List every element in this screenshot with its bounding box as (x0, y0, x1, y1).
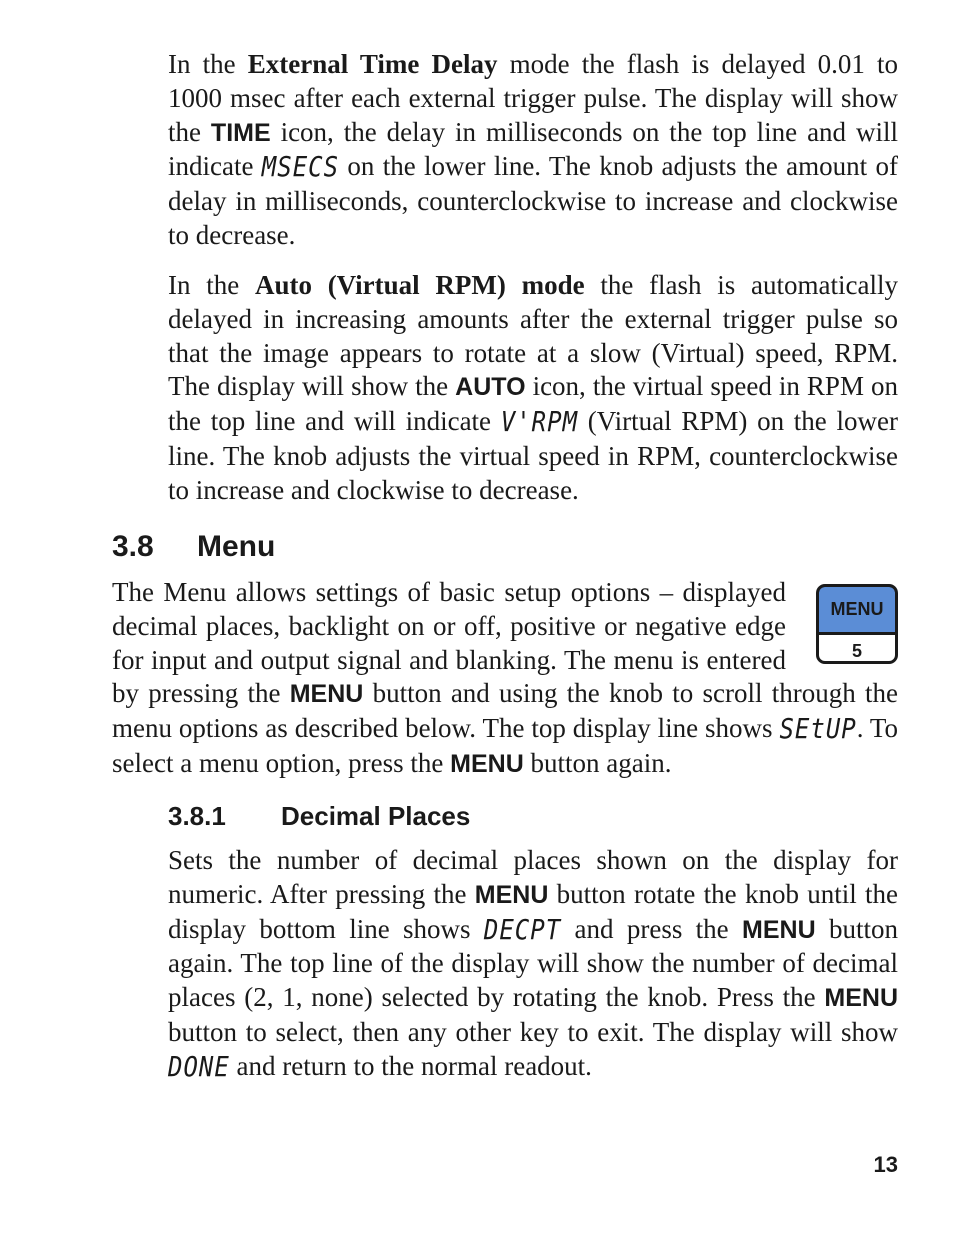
text: icon, the delay in milliseconds on the top line and will indicate (168, 116, 898, 182)
text: and return to the normal readout. (229, 1050, 592, 1081)
text: button to select, then any other key to exit. The display will show (168, 1016, 898, 1047)
paragraph-auto-mode (168, 269, 898, 508)
text: on the lower line. The knob adjusts the amount of delay in milliseconds, counterclockwise to increase and clockwise to decrease. (168, 151, 898, 250)
paragraph-menu (112, 576, 898, 782)
subsection-heading (168, 801, 470, 832)
text: button again. (523, 747, 672, 778)
text: the flash is automatically delayed in increasing amounts after the external trigger pulse so that the image appears to rotate at a slow (Virtual) speed, RPM. The display will show the (168, 270, 898, 402)
key-menu: MENU (474, 880, 549, 909)
text: mode the flash is delayed 0.01 to 1000 msec after each external trigger pulse. The display will show the (168, 49, 899, 147)
key-menu: MENU (742, 915, 816, 944)
lcd-done: DONE (168, 1050, 230, 1083)
text: icon, the virtual speed in RPM on the top line and will indicate (168, 371, 898, 437)
lcd-vrpm: V'RPM (500, 405, 579, 439)
key-auto: AUTO (455, 373, 526, 402)
lcd-setup: SEtUP (779, 712, 857, 746)
section-title: Menu (197, 530, 276, 563)
menu-button-number: 5 (819, 635, 895, 664)
text: In the (168, 270, 255, 300)
text: In the (168, 49, 248, 79)
text: (Virtual RPM) on the lower line. The knob adjusts the virtual speed in RPM, counterclockwise to increase and clockwise to decrease. (168, 406, 898, 505)
key-time: TIME (210, 118, 271, 147)
text: button rotate the knob until the display bottom line shows (168, 878, 898, 944)
paragraph-decimal-places (168, 844, 898, 1085)
key-menu: MENU (289, 680, 364, 709)
lcd-msecs: MSECS (261, 151, 340, 184)
term-external-time-delay: External Time Delay (247, 49, 498, 79)
key-menu: MENU (824, 984, 898, 1013)
section-number: 3.8 (112, 530, 154, 563)
subsection-title: Decimal Places (281, 801, 471, 831)
text: and press the (561, 913, 743, 944)
key-menu: MENU (450, 749, 524, 778)
section-heading (112, 530, 275, 564)
text: The Menu allows settings of basic setup options – displayed decimal places, backlight on or off, positive or negative edge for input and output signal and blanking. The menu is entered by pressing the (112, 577, 786, 709)
term-auto-mode: Auto (Virtual RPM) mode (254, 270, 585, 300)
text: button and using the knob to scroll through the menu options as described below. The top display line shows (112, 678, 898, 744)
page-number: 13 (873, 1152, 898, 1177)
text: button again. The top line of the display will show the number of decimal places (2, 1, none) selected by rotating the knob. Press the (168, 913, 898, 1013)
text: Sets the number of decimal places shown on the display for numeric. After pressing the (168, 845, 898, 909)
paragraph-external-time-delay (168, 48, 898, 253)
subsection-number: 3.8.1 (168, 801, 226, 831)
menu-button-illustration (816, 584, 898, 664)
lcd-decpt: DECPT (483, 913, 562, 946)
text: . To select a menu option, press the (112, 713, 898, 778)
menu-button-label: MENU (819, 587, 895, 632)
